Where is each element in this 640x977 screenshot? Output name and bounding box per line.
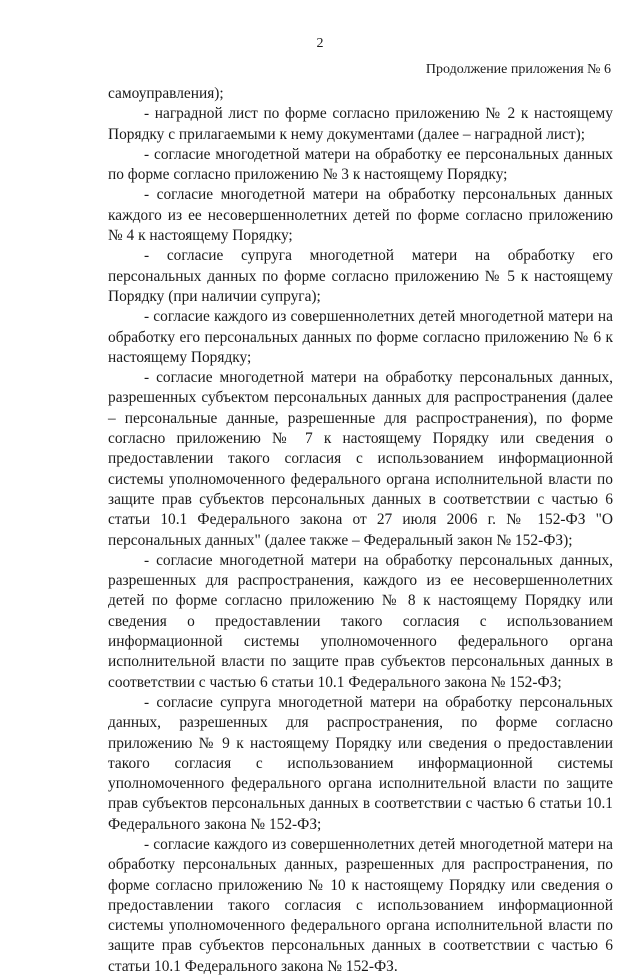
list-item: - согласие многодетной матери на обработку персональных данных каждого из ее несовершеннолетних детей по форме согласно приложению № 4 к настоящему Порядку; [108, 186, 613, 245]
list-item: - согласие многодетной матери на обработку ее персональных данных по форме согласно приложению № 3 к настоящему Порядку; [108, 145, 613, 184]
appendix-continuation: Продолжение приложения № 6 [425, 62, 611, 77]
list-item: - согласие каждого из совершеннолетних детей многодетной матери на обработку персональных данных, разрешенных для распространения, по форме согласно приложению № 10 к настоящему Порядку или сведения о предоставлении такого согласия с использованием информационной системы уполномоченного федерального органа исполнительной власти по защите прав субъектов персональных данных в соответствии с частью 6 статьи 10.1 Федерального закона № 152-ФЗ. [108, 835, 613, 975]
list-item: - согласие многодетной матери на обработку персональных данных, разрешенных субъектом персональных данных для распространения (далее – персональные данные, разрешенные для распространения), по форме согласно приложению № 7 к настоящему Порядку или сведения о предоставлении такого согласия с использованием информационной системы уполномоченного федерального органа исполнительной власти по защите прав субъектов персональных данных в соответствии с частью 6 статьи 10.1 Федерального закона от 27 июля 2006 г. № 152-ФЗ "О персональных данных" (далее также – Федеральный закон № 152-ФЗ); [108, 369, 613, 549]
document-body [108, 84, 613, 977]
list-item: - согласие супруга многодетной матери на обработку его персональных данных по форме согласно приложению № 5 к настоящему Порядку (при наличии супруга); [108, 247, 613, 305]
list-item: - согласие супруга многодетной матери на обработку персональных данных, разрешенных для распространения, по форме согласно приложению № 9 к настоящему Порядку или сведения о предоставлении такого согласия с использованием информационной системы уполномоченного федерального органа исполнительной власти по защите прав субъектов персональных данных в соответствии с частью 6 статьи 10.1 Федерального закона № 152-ФЗ; [108, 693, 613, 833]
page-number: 2 [316, 36, 324, 51]
list-item: - согласие многодетной матери на обработку персональных данных, разрешенных для распространения, каждого из ее несовершеннолетних детей по форме согласно приложению № 8 к настоящему Порядку или сведения о предоставлении такого согласия с использованием информационной системы уполномоченного федерального органа исполнительной власти по защите прав субъектов персональных данных в соответствии с частью 6 статьи 10.1 Федерального закона № 152-ФЗ; [108, 551, 613, 691]
list-item: - согласие каждого из совершеннолетних детей многодетной матери на обработку его персональных данных по форме согласно приложению № 6 к настоящему Порядку; [108, 308, 613, 366]
paragraph-continuation: самоуправления); [108, 85, 224, 102]
list-item: - наградной лист по форме согласно приложению № 2 к настоящему Порядку с прилагаемыми к нему документами (далее – наградной лист); [108, 105, 613, 143]
